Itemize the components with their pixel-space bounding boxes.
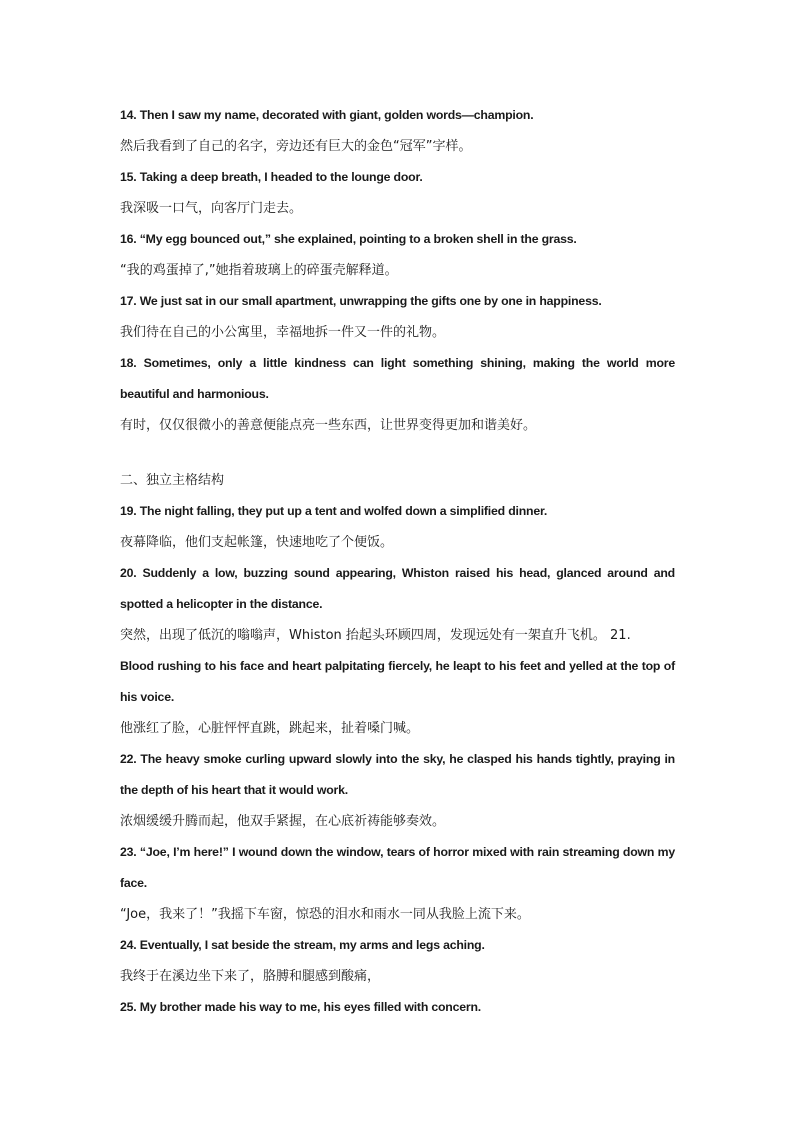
sentence-23-en: 23. “Joe, I’m here!” I wound down the window, tears of horror mixed with rain streaming down my face. [120,845,675,890]
document-body [120,100,675,1023]
sentence-21-en: Blood rushing to his face and heart palpitating fiercely, he leapt to his feet and yelled at the top of his voice. [120,659,675,704]
sentence-24-en: 24. Eventually, I sat beside the stream, my arms and legs aching. [120,938,485,952]
sentence-16-en: 16. “My egg bounced out,” she explained, pointing to a broken shell in the grass. [120,232,577,246]
sentence-17-en: 17. We just sat in our small apartment, unwrapping the gifts one by one in happiness. [120,294,602,308]
sentence-17-zh: 我们待在自己的小公寓里，幸福地拆一件又一件的礼物。 [120,325,446,340]
sentence-24-zh: 我终于在溪边坐下来了，胳膊和腿感到酸痛， [120,969,381,984]
sentence-20-zh: 突然，出现了低沉的嗡嗡声，Whiston 抬起头环顾四周，发现远处有一架直升飞机。 21. [120,628,631,643]
sentence-18-en: 18. Sometimes, only a little kindness can light something shining, making the world more beautiful and harmonious. [120,356,675,401]
sentence-20-en: 20. Suddenly a low, buzzing sound appearing, Whiston raised his head, glanced around and spotted a helicopter in the distance. [120,566,675,611]
sentence-14-zh: 然后我看到了自己的名字，旁边还有巨大的金色“冠军”字样。 [120,139,472,154]
sentence-22-en: 22. The heavy smoke curling upward slowly into the sky, he clasped his hands tightly, praying in the depth of his heart that it would work. [120,752,675,797]
sentence-19-zh: 夜幕降临，他们支起帐篷，快速地吃了个便饭。 [120,535,394,550]
sentence-14-en: 14. Then I saw my name, decorated with giant, golden words—champion. [120,108,534,122]
sentence-15-en: 15. Taking a deep breath, I headed to the lounge door. [120,170,423,184]
sentence-25-en: 25. My brother made his way to me, his eyes filled with concern. [120,1000,482,1014]
sentence-21-zh: 他涨红了脸，心脏怦怦直跳，跳起来，扯着嗓门喊。 [120,721,420,736]
section-heading: 二、独立主格结构 [120,473,225,488]
sentence-23-zh: “Joe，我来了！”我摇下车窗，惊恐的泪水和雨水一同从我脸上流下来。 [120,907,530,922]
sentence-15-zh: 我深吸一口气，向客厅门走去。 [120,201,303,216]
sentence-22-zh: 浓烟缓缓升腾而起，他双手紧握，在心底祈祷能够奏效。 [120,814,446,829]
sentence-19-en: 19. The night falling, they put up a tent and wolfed down a simplified dinner. [120,504,548,518]
sentence-16-zh: “我的鸡蛋掉了,”她指着玻璃上的碎蛋壳解释道。 [120,263,398,278]
sentence-18-zh: 有时，仅仅很微小的善意便能点亮一些东西，让世界变得更加和谐美好。 [120,418,537,433]
